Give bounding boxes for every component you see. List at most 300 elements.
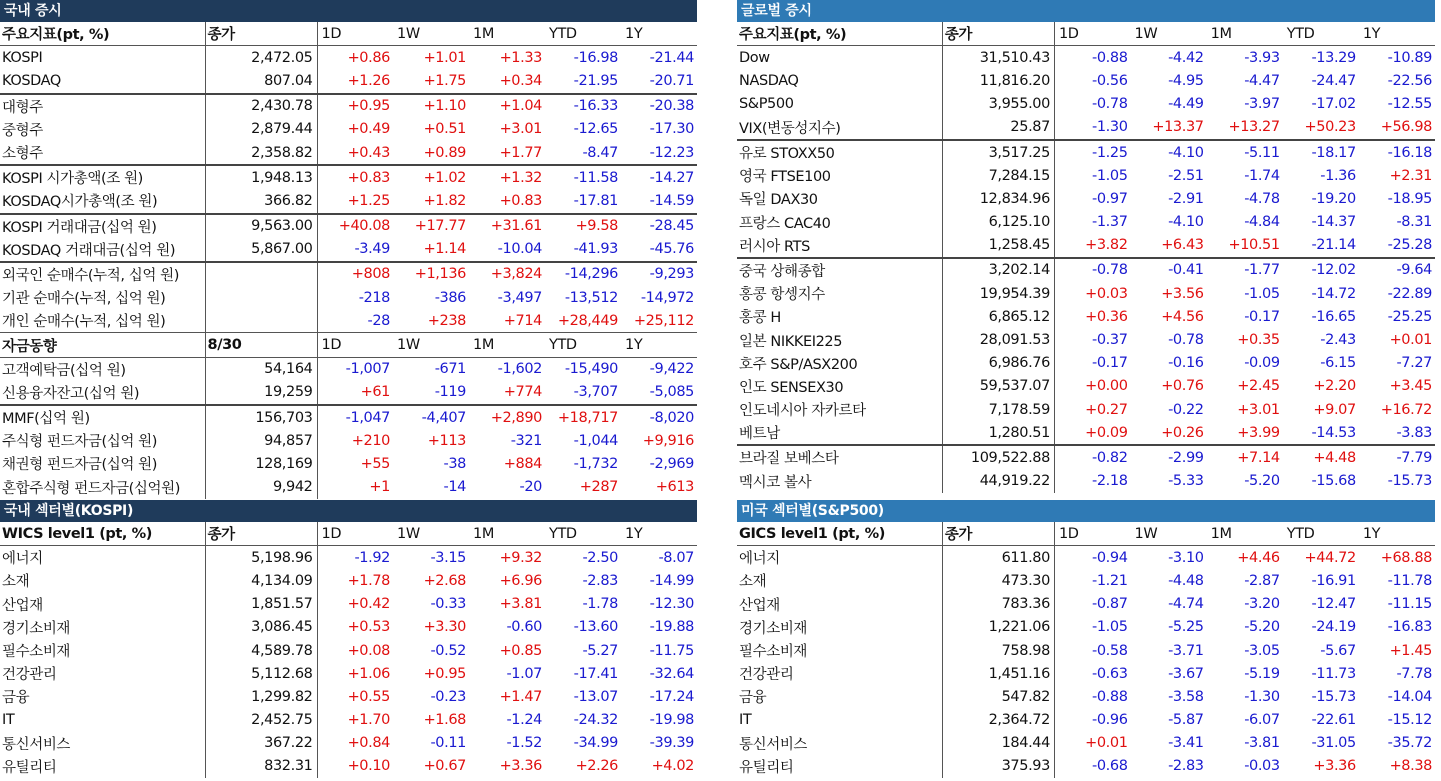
row-change-value: -18.95 — [1387, 190, 1432, 207]
row-change-value: +2.26 — [575, 758, 618, 775]
row-change-value: -14.59 — [649, 192, 694, 209]
row-label: 소재 — [737, 569, 942, 592]
row-label: 인도 SENSEX30 — [737, 375, 942, 398]
panel-title: 국내 섹터별(KOSPI) — [0, 500, 697, 522]
row-change-value: +3.99 — [1237, 424, 1280, 441]
header-period: 1M — [469, 522, 545, 546]
row-label: 영국 FTSE100 — [737, 164, 942, 187]
row-change-value: -14,296 — [545, 262, 621, 286]
table-row — [0, 639, 697, 662]
row-change-value: +3.01 — [499, 121, 542, 138]
row-change-value: -13,512 — [564, 289, 618, 306]
row-change-value: +3.01 — [1237, 401, 1280, 418]
row-change-value: -1.05 — [1092, 167, 1128, 184]
row-label: 유틸리티 — [737, 755, 942, 778]
row-change-value: -3.49 — [354, 241, 390, 258]
row-label: IT — [737, 709, 942, 732]
row-change-value: +1 — [369, 479, 390, 496]
row-change-value: +0.89 — [423, 144, 466, 161]
row-label: 금융 — [737, 685, 942, 708]
row-change-value: -3,497 — [497, 289, 542, 306]
row-change-value: -13.60 — [573, 619, 618, 636]
table-row — [737, 328, 1435, 351]
table-row — [0, 405, 697, 429]
table-row — [737, 709, 1435, 732]
row-change-value: -1.24 — [506, 712, 542, 729]
row-close: 19,259 — [205, 381, 317, 405]
row-close: 3,086.45 — [205, 616, 317, 639]
row-close: 5,112.68 — [205, 662, 317, 685]
row-change-value: +0.43 — [347, 144, 390, 161]
table-row — [0, 616, 697, 639]
row-change-value: +2.45 — [1237, 378, 1280, 395]
row-change-value: -35.72 — [1387, 735, 1432, 752]
row-change-value: +0.67 — [423, 758, 466, 775]
header-period: 1W — [1131, 22, 1207, 46]
row-label: 소재 — [0, 569, 205, 592]
row-change-value: -0.97 — [1092, 190, 1128, 207]
header-period: 1W — [1131, 522, 1207, 546]
row-close: 156,703 — [205, 405, 317, 429]
row-close: 547.82 — [942, 685, 1054, 708]
row-change-value: -17.81 — [573, 192, 618, 209]
row-change-value: -12.65 — [573, 121, 618, 138]
row-change-value: -17.02 — [1311, 96, 1356, 113]
row-change-value: +1.01 — [423, 49, 466, 66]
row-close: 1,221.06 — [942, 616, 1054, 639]
row-change-value: +50.23 — [1304, 119, 1356, 136]
row-change-value: +0.84 — [347, 735, 390, 752]
row-close: 7,178.59 — [942, 398, 1054, 421]
table-row — [0, 732, 697, 755]
table-header-row — [737, 522, 1435, 546]
row-change-value: +10.51 — [1228, 237, 1280, 254]
row-change-value: -1.37 — [1092, 214, 1128, 231]
row-close: 2,358.82 — [205, 141, 317, 165]
row-change-value: -4.49 — [1168, 96, 1204, 113]
row-change-value: -0.52 — [430, 642, 466, 659]
row-label: 유로 STOXX50 — [737, 140, 942, 164]
row-label: KOSDAQ — [0, 69, 205, 93]
row-close: 2,472.05 — [205, 46, 317, 70]
row-close: 7,284.15 — [942, 164, 1054, 187]
row-change-value: +13.27 — [1228, 119, 1280, 136]
row-change-value: -0.23 — [430, 688, 466, 705]
row-close: 109,522.88 — [942, 445, 1054, 469]
table-row — [737, 639, 1435, 662]
row-change-value: -16.33 — [545, 94, 621, 118]
row-change-value: -0.63 — [1092, 665, 1128, 682]
row-change-value: -20.38 — [621, 94, 697, 118]
row-change-value: -4,407 — [393, 405, 469, 429]
table-row — [0, 685, 697, 708]
row-change-value: -22.89 — [1387, 285, 1432, 302]
row-change-value: +0.27 — [1085, 401, 1128, 418]
row-label: 신용융자잔고(십억 원) — [0, 381, 205, 405]
row-change-value: -5.33 — [1168, 473, 1204, 490]
row-change-value: -4.10 — [1131, 140, 1207, 164]
row-label: 필수소비재 — [737, 639, 942, 662]
row-change-value: +2.20 — [1313, 378, 1356, 395]
table-row — [0, 165, 697, 189]
row-change-value: -24.47 — [1311, 72, 1356, 89]
row-close: 9,563.00 — [205, 214, 317, 238]
header-period: 1W — [393, 333, 469, 357]
row-change-value: +1.14 — [423, 241, 466, 258]
row-label: 금융 — [0, 685, 205, 708]
row-change-value: -0.68 — [1092, 758, 1128, 775]
row-change-value: -11.73 — [1311, 665, 1356, 682]
row-change-value: -1,007 — [345, 361, 390, 378]
row-change-value: -0.09 — [1244, 355, 1280, 372]
row-change-value: -14.53 — [1311, 424, 1356, 441]
row-change-value: -0.17 — [1092, 355, 1128, 372]
row-close — [205, 286, 317, 309]
row-label: 멕시코 볼사 — [737, 470, 942, 493]
row-change-value: -24.19 — [1311, 619, 1356, 636]
row-label: 자금동향 — [0, 333, 205, 357]
row-change-value: -16.65 — [1311, 308, 1356, 325]
row-change-value: -32.64 — [649, 665, 694, 682]
table-row — [737, 375, 1435, 398]
row-change-value: -16.91 — [1311, 572, 1356, 589]
header-label: 주요지표(pt, %) — [0, 22, 205, 46]
row-close: 19,954.39 — [942, 282, 1054, 305]
row-label: 대형주 — [0, 94, 205, 118]
table-header-row — [0, 522, 697, 546]
row-change-value: -15.12 — [1387, 712, 1432, 729]
row-change-value: -2,969 — [649, 455, 694, 472]
row-change-value: -38 — [443, 455, 466, 472]
row-close — [205, 262, 317, 286]
row-label: 에너지 — [0, 546, 205, 570]
row-label: 호주 S&P/ASX200 — [737, 352, 942, 375]
row-change-value: +16.72 — [1380, 401, 1432, 418]
row-change-value: +0.42 — [347, 596, 390, 613]
row-close: 366.82 — [205, 189, 317, 213]
row-change-value: -8.47 — [582, 144, 618, 161]
row-change-value: -19.98 — [649, 712, 694, 729]
row-change-value: +0.08 — [347, 642, 390, 659]
row-label: 베트남 — [737, 421, 942, 445]
row-label: 독일 DAX30 — [737, 187, 942, 210]
row-close: 1,948.13 — [205, 165, 317, 189]
header-period: 1D — [317, 22, 393, 46]
row-change-value: -4.74 — [1168, 596, 1204, 613]
row-change-value: +4.56 — [1161, 308, 1204, 325]
row-change-value: -13.07 — [573, 688, 618, 705]
row-label: 에너지 — [737, 546, 942, 570]
row-change-value: -3.10 — [1168, 549, 1204, 566]
row-change-value: +0.95 — [423, 665, 466, 682]
row-change-value: -2.18 — [1092, 473, 1128, 490]
row-change-value: -4.47 — [1244, 72, 1280, 89]
row-close: 473.30 — [942, 569, 1054, 592]
row-change-value: -1,732 — [573, 455, 618, 472]
row-label: KOSPI 시가총액(조 원) — [0, 165, 205, 189]
row-change-value: -15.68 — [1311, 473, 1356, 490]
row-close: 25.87 — [942, 116, 1054, 140]
table-row — [0, 94, 697, 118]
row-change-value: +0.00 — [1085, 378, 1128, 395]
row-change-value: +0.26 — [1161, 424, 1204, 441]
row-change-value: -21.95 — [573, 72, 618, 89]
table-row — [737, 93, 1435, 116]
row-label: 통신서비스 — [737, 732, 942, 755]
row-close: 12,834.96 — [942, 187, 1054, 210]
table-row — [0, 662, 697, 685]
row-change-value: -2.87 — [1244, 572, 1280, 589]
row-label: 러시아 RTS — [737, 234, 942, 258]
row-close: 375.93 — [942, 755, 1054, 778]
row-change-value: +0.53 — [347, 619, 390, 636]
header-period: YTD — [545, 522, 621, 546]
row-change-value: -6.15 — [1320, 355, 1356, 372]
row-change-value: +1.68 — [423, 712, 466, 729]
table-row — [737, 421, 1435, 445]
row-change-value: +9.07 — [1313, 401, 1356, 418]
row-change-value: +0.01 — [1389, 332, 1432, 349]
row-close: 2,452.75 — [205, 709, 317, 732]
row-change-value: -18.17 — [1283, 140, 1359, 164]
row-change-value: +1.45 — [1389, 642, 1432, 659]
table-row — [737, 593, 1435, 616]
header-period: YTD — [545, 22, 621, 46]
header-period: 1Y — [1359, 522, 1435, 546]
row-change-value: +9.32 — [499, 549, 542, 566]
row-change-value: +1.75 — [423, 72, 466, 89]
row-change-value: -8,020 — [621, 405, 697, 429]
row-label: 건강관리 — [0, 662, 205, 685]
row-change-value: +2.31 — [1389, 167, 1432, 184]
row-close: 3,517.25 — [942, 140, 1054, 164]
row-change-value: -0.16 — [1168, 355, 1204, 372]
row-change-value: +1.47 — [499, 688, 542, 705]
row-change-value: -6.07 — [1244, 712, 1280, 729]
row-change-value: +774 — [503, 384, 542, 401]
row-label: VIX(변동성지수) — [737, 116, 942, 140]
row-change-value: -4.42 — [1168, 49, 1204, 66]
row-change-value: -0.22 — [1168, 401, 1204, 418]
row-close: 611.80 — [942, 546, 1054, 570]
row-change-value: +0.49 — [347, 121, 390, 138]
table-row — [737, 164, 1435, 187]
row-change-value: -14.72 — [1311, 285, 1356, 302]
panel-domestic — [0, 0, 697, 499]
row-change-value: +3.81 — [499, 596, 542, 613]
row-close: 28,091.53 — [942, 328, 1054, 351]
row-change-value: -5.67 — [1320, 642, 1356, 659]
row-change-value: +1.06 — [347, 665, 390, 682]
row-close: 4,134.09 — [205, 569, 317, 592]
table-row — [0, 214, 697, 238]
row-change-value: -1.36 — [1320, 167, 1356, 184]
row-label: 혼합주식형 펀드자금(십억원) — [0, 476, 205, 499]
table-row — [737, 546, 1435, 570]
panel-title: 국내 증시 — [0, 0, 697, 22]
row-label: MMF(십억 원) — [0, 405, 205, 429]
row-label: KOSDAQ 거래대금(십억 원) — [0, 238, 205, 262]
row-change-value: +18,717 — [545, 405, 621, 429]
row-label: 건강관리 — [737, 662, 942, 685]
row-change-value: -19.88 — [649, 619, 694, 636]
table-header-row — [0, 22, 697, 46]
header-close: 종가 — [942, 22, 1054, 46]
row-close: 4,589.78 — [205, 639, 317, 662]
row-change-value: +0.09 — [1085, 424, 1128, 441]
row-change-value: -0.82 — [1054, 445, 1130, 469]
row-change-value: +0.83 — [317, 165, 393, 189]
row-change-value: -0.56 — [1092, 72, 1128, 89]
row-change-value: -21.14 — [1311, 237, 1356, 254]
row-change-value: -9,293 — [621, 262, 697, 286]
table-row — [737, 69, 1435, 92]
row-label: S&P500 — [737, 93, 942, 116]
row-change-value: -31.05 — [1311, 735, 1356, 752]
row-change-value: +1,136 — [393, 262, 469, 286]
row-change-value: -41.93 — [573, 241, 618, 258]
row-change-value: -2.91 — [1168, 190, 1204, 207]
row-close: 94,857 — [205, 429, 317, 452]
row-close: 1,258.45 — [942, 234, 1054, 258]
row-change-value: +0.01 — [1085, 735, 1128, 752]
row-close: 6,986.76 — [942, 352, 1054, 375]
row-change-value: +0.10 — [347, 758, 390, 775]
row-change-value: +4.02 — [651, 758, 694, 775]
row-change-value: -3.83 — [1396, 424, 1432, 441]
panel-kospi-sector — [0, 500, 697, 778]
row-change-value: -39.39 — [649, 735, 694, 752]
row-change-value: -28.45 — [621, 214, 697, 238]
row-close: 2,430.78 — [205, 94, 317, 118]
row-change-value: -21.44 — [649, 49, 694, 66]
row-change-value: -0.60 — [506, 619, 542, 636]
row-change-value: -10.89 — [1387, 49, 1432, 66]
header-period: 1W — [393, 522, 469, 546]
row-change-value: +25,112 — [633, 312, 694, 329]
row-change-value: +1.10 — [393, 94, 469, 118]
table-row — [737, 140, 1435, 164]
header-period: YTD — [1283, 522, 1359, 546]
row-change-value: +1.02 — [393, 165, 469, 189]
table-row — [0, 569, 697, 592]
row-change-value: +287 — [579, 479, 618, 496]
row-change-value: +1.77 — [499, 144, 542, 161]
row-change-value: -1.25 — [1054, 140, 1130, 164]
row-change-value: +3.36 — [499, 758, 542, 775]
row-change-value: -1.05 — [1244, 285, 1280, 302]
panel-global — [737, 0, 1435, 493]
row-change-value: -1.05 — [1092, 619, 1128, 636]
row-change-value: +56.98 — [1380, 119, 1432, 136]
row-change-value: +0.55 — [347, 688, 390, 705]
table-row — [0, 476, 697, 499]
row-label: 경기소비재 — [737, 616, 942, 639]
row-label: 기관 순매수(누적, 십억 원) — [0, 286, 205, 309]
row-change-value: +1.82 — [423, 192, 466, 209]
row-change-value: +1.04 — [469, 94, 545, 118]
row-change-value: +8.38 — [1389, 758, 1432, 775]
row-close: 5,867.00 — [205, 238, 317, 262]
row-label: 필수소비재 — [0, 639, 205, 662]
row-change-value: -1.77 — [1207, 258, 1283, 282]
table-row — [737, 258, 1435, 282]
header-period: YTD — [545, 333, 621, 357]
row-change-value: +44.72 — [1304, 549, 1356, 566]
row-change-value: -2.51 — [1168, 167, 1204, 184]
row-change-value: -14.27 — [621, 165, 697, 189]
table-subheader-row — [0, 333, 697, 357]
row-change-value: +808 — [317, 262, 393, 286]
row-change-value: +0.85 — [499, 642, 542, 659]
table-row — [0, 709, 697, 732]
row-change-value: -4.48 — [1168, 572, 1204, 589]
header-close: 종가 — [205, 522, 317, 546]
header-close: 종가 — [942, 522, 1054, 546]
row-change-value: +0.51 — [423, 121, 466, 138]
row-change-value: +3.36 — [1313, 758, 1356, 775]
row-close: 783.36 — [942, 593, 1054, 616]
row-change-value: -24.32 — [573, 712, 618, 729]
row-change-value: -0.58 — [1092, 642, 1128, 659]
row-close: 2,364.72 — [942, 709, 1054, 732]
row-change-value: +3.56 — [1161, 285, 1204, 302]
table-row — [737, 732, 1435, 755]
row-label: 프랑스 CAC40 — [737, 211, 942, 234]
header-period: 1Y — [621, 22, 697, 46]
panel-title: 미국 섹터별(S&P500) — [737, 500, 1435, 522]
table-row — [737, 46, 1435, 70]
row-close: 11,816.20 — [942, 69, 1054, 92]
row-change-value: -9.64 — [1359, 258, 1435, 282]
row-change-value: -2.99 — [1131, 445, 1207, 469]
row-change-value: -16.18 — [1359, 140, 1435, 164]
row-change-value: -14.04 — [1387, 688, 1432, 705]
table-row — [737, 470, 1435, 493]
row-change-value: -5.20 — [1244, 473, 1280, 490]
row-change-value: -0.88 — [1092, 688, 1128, 705]
row-change-value: -17.41 — [573, 665, 618, 682]
row-change-value: +0.95 — [317, 94, 393, 118]
table-row — [0, 189, 697, 213]
table-row — [0, 238, 697, 262]
row-change-value: +0.34 — [499, 72, 542, 89]
panel-title: 글로벌 증시 — [737, 0, 1435, 22]
row-change-value: -12.55 — [1387, 96, 1432, 113]
row-label: 소형주 — [0, 141, 205, 165]
row-change-value: -11.15 — [1387, 596, 1432, 613]
row-change-value: +613 — [655, 479, 694, 496]
row-close: 1,280.51 — [942, 421, 1054, 445]
row-change-value: -2.83 — [1168, 758, 1204, 775]
row-close: 59,537.07 — [942, 375, 1054, 398]
row-change-value: +9.58 — [545, 214, 621, 238]
row-close: 832.31 — [205, 755, 317, 778]
row-change-value: +13.37 — [1152, 119, 1204, 136]
table-row — [737, 398, 1435, 421]
row-change-value: -1.78 — [582, 596, 618, 613]
row-change-value: -17.30 — [649, 121, 694, 138]
table-row — [0, 593, 697, 616]
row-change-value: -4.84 — [1244, 214, 1280, 231]
row-change-value: +61 — [360, 384, 390, 401]
row-change-value: -0.03 — [1244, 758, 1280, 775]
row-change-value: +238 — [427, 312, 466, 329]
row-change-value: -3.97 — [1244, 96, 1280, 113]
row-label: 홍콩 항셍지수 — [737, 282, 942, 305]
row-change-value: -3.71 — [1168, 642, 1204, 659]
row-close: 5,198.96 — [205, 546, 317, 570]
